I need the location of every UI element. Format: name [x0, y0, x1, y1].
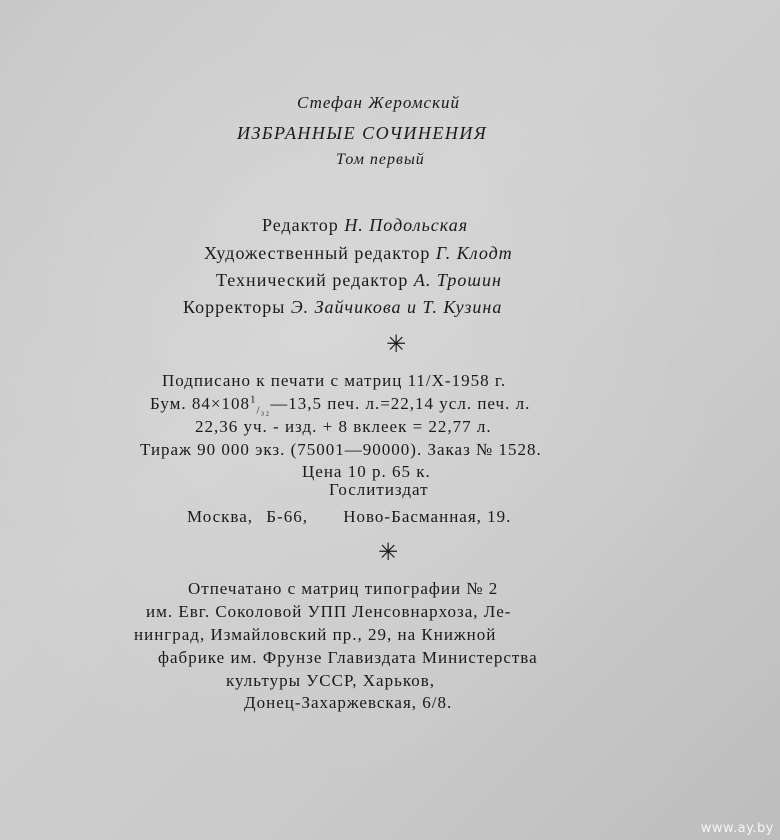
credit-role: Корректоры: [183, 297, 286, 317]
author-name: Стефан Жеромский: [297, 93, 461, 112]
credit-person: А. Трошин: [413, 270, 502, 290]
watermark: www.ay.by: [700, 821, 774, 836]
print-run-line: Тираж 90 000 экз. (75001—90000). Заказ № 1528.: [140, 440, 542, 459]
paper-format-sup: 1: [249, 393, 257, 406]
credit-role: Художественный редактор: [204, 243, 431, 263]
publisher-address: [187, 508, 511, 525]
printer-line-2: им. Евг. Соколовой УПП Ленсовнархоза, Ле-: [146, 602, 512, 621]
printer-line-6: Донец-Захаржевская, 6/8.: [244, 693, 453, 712]
price-line: Цена 10 р. 65 к.: [302, 462, 431, 481]
credit-role: Редактор: [262, 215, 339, 235]
address-street: Ново-Басманная, 19.: [343, 507, 512, 526]
paper-format-sub: /₃₂: [256, 404, 271, 417]
credit-person: Н. Подольская: [344, 215, 469, 235]
sheet-count: —13,5 печ. л.=22,14 усл. печ. л.: [270, 394, 531, 413]
divider-asterisk-1: ✳: [386, 330, 407, 358]
publisher-name: Гослитиздат: [329, 480, 429, 499]
printer-line-1: Отпечатано с матриц типографии № 2: [188, 579, 499, 598]
book-title: ИЗБРАННЫЕ СОЧИНЕНИЯ: [237, 123, 488, 143]
credit-art-editor: [204, 244, 513, 262]
publishing-sheets-line: 22,36 уч. - изд. + 8 вклеек = 22,77 л.: [195, 417, 492, 436]
printer-line-4: фабрике им. Фрунзе Главиздата Министерства: [158, 648, 538, 667]
credit-person: Э. Зайчикова и Т. Кузина: [290, 297, 503, 317]
printer-line-3: нинград, Измайловский пр., 29, на Книжной: [134, 625, 497, 644]
credit-role: Технический редактор: [216, 270, 409, 290]
address-city: Москва,: [187, 507, 254, 526]
signed-to-print-line: Подписано к печати с матриц 11/X-1958 г.: [162, 371, 507, 390]
paper-format-line: [150, 393, 531, 417]
divider-asterisk-2: ✳: [378, 538, 399, 566]
credit-tech-editor: [216, 271, 502, 289]
credit-person: Г. Клодт: [435, 243, 513, 263]
printer-line-5: культуры УССР, Харьков,: [226, 671, 436, 690]
address-district: Б-66,: [266, 507, 308, 526]
paper-format: Бум. 84×108: [150, 394, 250, 413]
volume-label: Том первый: [336, 151, 425, 168]
credit-editor: [262, 216, 468, 234]
credit-proofreaders: [183, 298, 502, 316]
